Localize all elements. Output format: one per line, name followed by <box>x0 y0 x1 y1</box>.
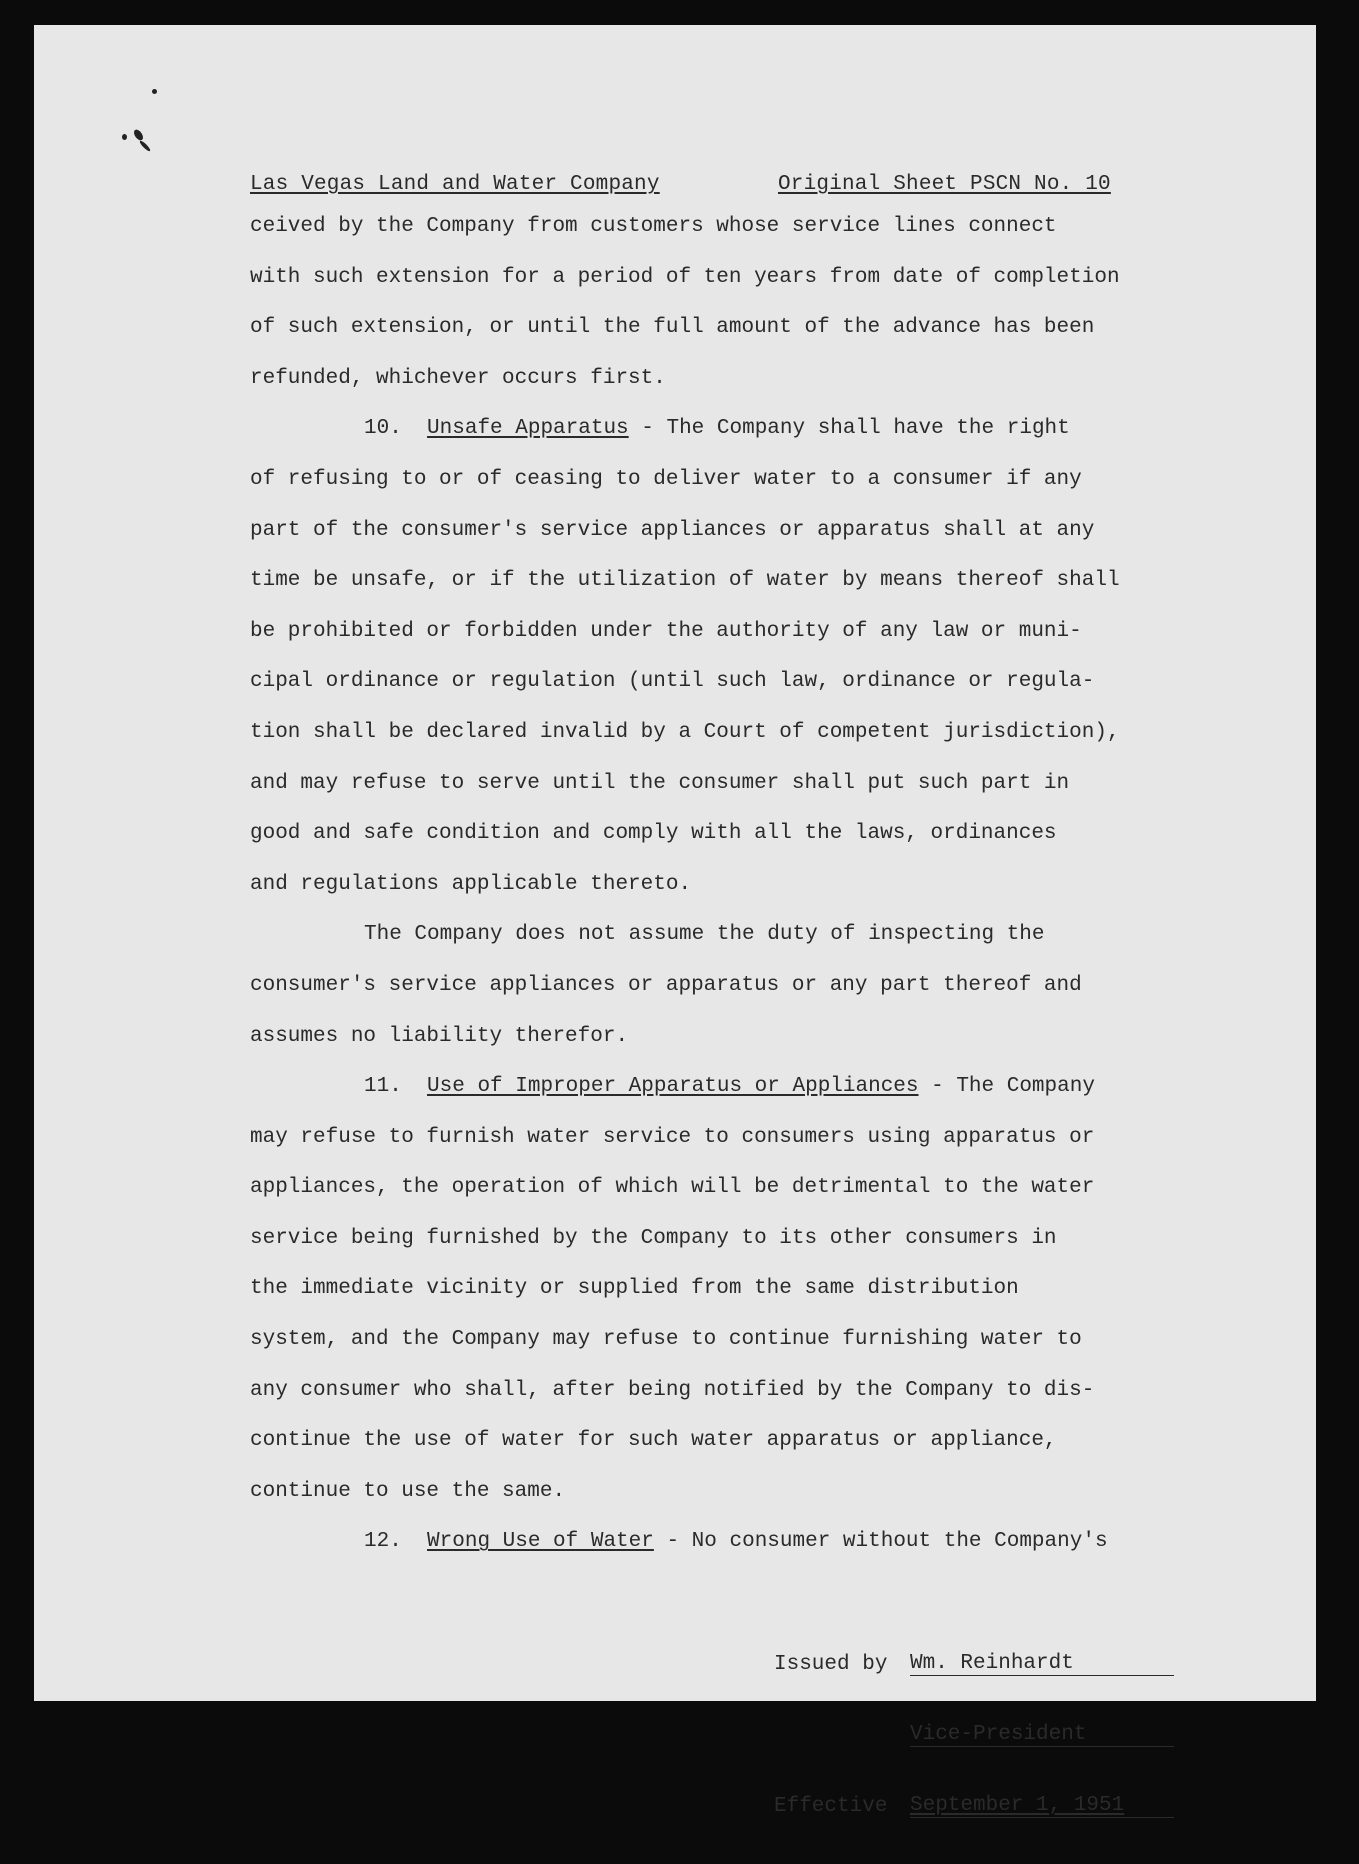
text-line: - No consumer without the Company's <box>653 1530 1108 1554</box>
text-line: cipal ordinance or regulation (until such law, ordinance or regula- <box>250 670 1095 694</box>
text-line: with such extension for a period of ten years from date of completion <box>250 265 1120 289</box>
text-line: any consumer who shall, after being notified by the Company to dis- <box>250 1378 1095 1402</box>
ink-mark <box>139 140 152 153</box>
text-line: The Company does not assume the duty of inspecting the <box>364 923 1045 947</box>
text-line: of refusing to or of ceasing to deliver water to a consumer if any <box>250 467 1082 491</box>
ink-mark <box>122 134 127 140</box>
text-line: consumer's service appliances or apparatus or any part thereof and <box>250 973 1082 997</box>
text-line: time be unsafe, or if the utilization of water by means thereof shall <box>250 569 1120 593</box>
document-body <box>250 214 1150 1580</box>
text-line: ceived by the Company from customers whose service lines connect <box>250 215 1057 238</box>
text-line: tion shall be declared invalid by a Court of competent jurisdiction), <box>250 720 1120 744</box>
text-line: assumes no liability therefor. <box>250 1024 629 1048</box>
ink-mark <box>132 128 145 142</box>
text-line: the immediate vicinity or supplied from the same distribution <box>250 1277 1019 1301</box>
issuer-title: Vice-President <box>910 1724 1174 1747</box>
effective-label: Effective <box>774 1795 888 1818</box>
effective-date-text: September 1, 1951 <box>910 1794 1125 1817</box>
text-line: refunded, whichever occurs first. <box>250 366 666 390</box>
section-number: 10. <box>364 417 402 441</box>
section-12-heading <box>250 1529 1150 1580</box>
effective-date <box>910 1795 1174 1818</box>
text-line: system, and the Company may refuse to continue furnishing water to <box>250 1328 1082 1352</box>
document-page <box>34 25 1316 1818</box>
text-line: and regulations applicable thereto. <box>250 872 692 896</box>
issuance-block <box>774 1605 1174 1864</box>
text-line: part of the consumer's service appliances or apparatus shall at any <box>250 518 1095 542</box>
issuer-name: Wm. Reinhardt <box>910 1653 1174 1676</box>
text-line: of such extension, or until the full amount of the advance has been <box>250 316 1095 340</box>
text-line: continue the use of water for such water apparatus or appliance, <box>250 1429 1057 1453</box>
section-number: 11. <box>364 1075 402 1099</box>
section-11-heading <box>250 1074 1150 1125</box>
text-line: appliances, the operation of which will be detrimental to the water <box>250 1176 1095 1200</box>
text-line: be prohibited or forbidden under the authority of any law or muni- <box>250 619 1082 643</box>
text-line: continue to use the same. <box>250 1479 566 1503</box>
company-header: Las Vegas Land and Water Company <box>250 173 660 196</box>
text-line: good and safe condition and comply with all the laws, ordinances <box>250 822 1057 846</box>
section-title: Wrong Use of Water <box>427 1530 654 1554</box>
text-line: - The Company shall have the right <box>628 417 1070 441</box>
text-line: - The Company <box>918 1075 1095 1099</box>
section-number: 12. <box>364 1530 402 1554</box>
text-line: service being furnished by the Company to its other consumers in <box>250 1226 1057 1250</box>
issued-by-label: Issued by <box>774 1653 888 1676</box>
ink-mark <box>152 89 157 94</box>
text-line: may refuse to furnish water service to consumers using apparatus or <box>250 1125 1095 1149</box>
sheet-number: Original Sheet PSCN No. 10 <box>778 173 1111 196</box>
section-title: Unsafe Apparatus <box>427 417 629 441</box>
section-10-heading <box>250 416 1150 467</box>
text-line: and may refuse to serve until the consumer shall put such part in <box>250 771 1070 795</box>
section-title: Use of Improper Apparatus or Appliances <box>427 1075 919 1099</box>
